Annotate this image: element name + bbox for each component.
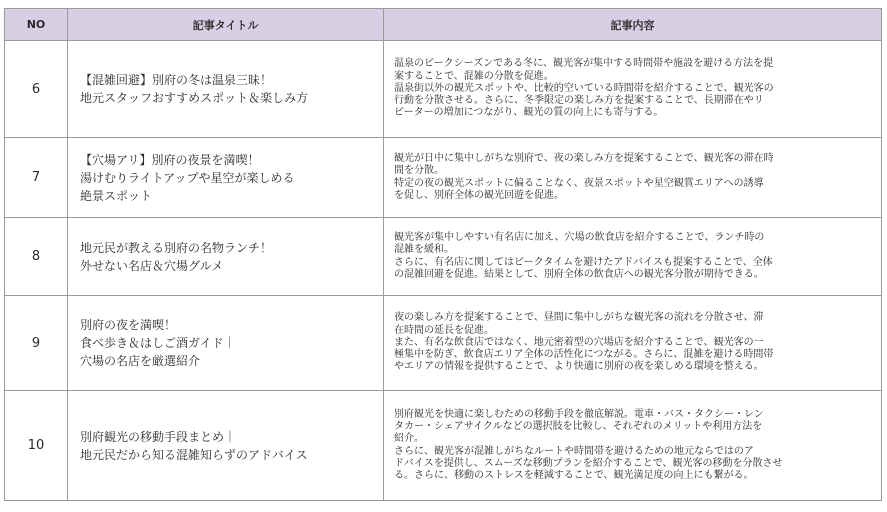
article-content-cell [384,391,882,501]
article-title-line: 絶景スポット [80,188,153,203]
article-title-line: 食べ歩き＆はしご酒ガイド｜ [80,336,236,350]
article-content-line: 極集中を防ぎ、飲食店エリア全体の活性化につながる。さらに、混雑を避ける時間帯 [394,349,774,361]
article-title-line: 穴場の名店を厳選紹介 [80,354,201,368]
article-content-cell [384,296,882,391]
article-table [4,8,882,501]
article-title-line: 外せない名店＆穴場グルメ [80,258,224,273]
article-content-line: 特定の夜の観光スポットに偏ることなく、夜景スポットや星空観賞エリアへの誘導 [394,177,764,189]
article-content-line: 在時間の延長を促進。 [394,324,494,336]
header-content: 記事内容 [384,9,882,41]
article-content-line: また、有名な飲食店ではなく、地元密着型の穴場店を紹介することで、観光客の一 [394,336,764,348]
article-title-line: 【穴場アリ】別府の夜景を満喫！ [80,152,260,167]
article-content-line: やエリアの情報を提供することで、より快適に別府の夜を楽しめる環境を整える。 [394,361,764,373]
row-number: 10 [5,391,68,501]
article-content-line: 混雑を緩和。 [394,244,454,256]
article-content-line: 行動を分散させる。さらに、冬季限定の楽しみ方を提案することで、長期滞在やリ [394,95,764,107]
article-title-line: 湯けむりライトアップや星空が楽しめる [80,170,295,185]
row-number: 8 [5,218,68,296]
article-content-line: る。さらに、移動のストレスを軽減することで、観光満足度の向上にも繋がる。 [394,470,754,482]
article-title-line: 別府の夜を満喫！ [80,318,177,332]
table-row [5,41,882,138]
article-content-line: 紹介。 [394,433,424,445]
table-row [5,218,882,296]
article-content-cell [384,41,882,138]
article-content-line: ピーターの増加につながり、観光の質の向上にも寄与する。 [394,107,664,119]
article-title-cell [68,41,384,138]
article-content-line: 観光客が集中しやすい有名店に加え、穴場の飲食店を紹介することで、ランチ時の [394,231,765,243]
article-content-line: を促し、別府全体の観光回遊を促進。 [394,189,564,201]
article-content-line: 間を分散。 [394,165,444,177]
article-title-line: 【混雑回避】別府の冬は温泉三昧！ [80,73,273,87]
article-content-line: の混雑回避を促進。結果として、別府全体の飲食店への観光客分散が期待できる。 [394,268,764,280]
article-content-line: 案することで、混雑の分散を促進。 [394,70,554,82]
header-title: 記事タイトル [68,9,384,41]
article-content-line: 温泉のピークシーズンである冬に、観光客が集中する時間帯や施設を避ける方法を提 [394,58,774,70]
article-title-line: 地元民だから知る混雑知らずのアドバイス [80,447,308,462]
row-number: 9 [5,296,68,391]
article-content-line: ドバイスを提供し、スムーズな移動プランを紹介することで、観光客の移動を分散させ [394,457,783,469]
header-no: NO [5,9,68,41]
row-number: 7 [5,138,68,218]
article-title-cell [68,218,384,296]
article-content-line: 別府観光を快適に楽しむための移動手段を徹底解説。電車・バス・タクシー・レン [394,408,764,420]
table-row [5,391,882,501]
article-content-line: さらに、観光客が混雑しがちなルートや時間帯を避けるための地元ならではのア [394,445,754,457]
article-title-cell [68,296,384,391]
article-title-cell [68,391,384,501]
table-row [5,296,882,391]
article-content-line: さらに、有名店に関してはピークタイムを避けたアドバイスも提案することで、全体 [394,256,773,268]
table-row [5,138,882,218]
article-title-line: 地元スタッフおすすめスポット＆楽しみ方 [80,91,309,105]
article-content-line: 夜の楽しみ方を提案することで、昼間に集中しがちな観光客の流れを分散させ、滞 [394,312,764,324]
article-content-line: タカー・シェアサイクルなどの選択肢を比較し、それぞれのメリットや利用方法を [394,420,763,432]
table-header-row [5,9,882,41]
article-title-line: 別府観光の移動手段まとめ｜ [80,429,237,444]
article-content-line: 温泉街以外の観光スポットや、比較的空いている時間帯を紹介することで、観光客の [394,82,774,94]
article-content-cell [384,138,882,218]
article-title-line: 地元民が教える別府の名物ランチ！ [80,240,273,255]
article-title-cell [68,138,384,218]
article-content-cell [384,218,882,296]
article-content-line: 観光が日中に集中しがちな別府で、夜の楽しみ方を提案することで、観光客の滞在時 [394,152,774,164]
row-number: 6 [5,41,68,138]
